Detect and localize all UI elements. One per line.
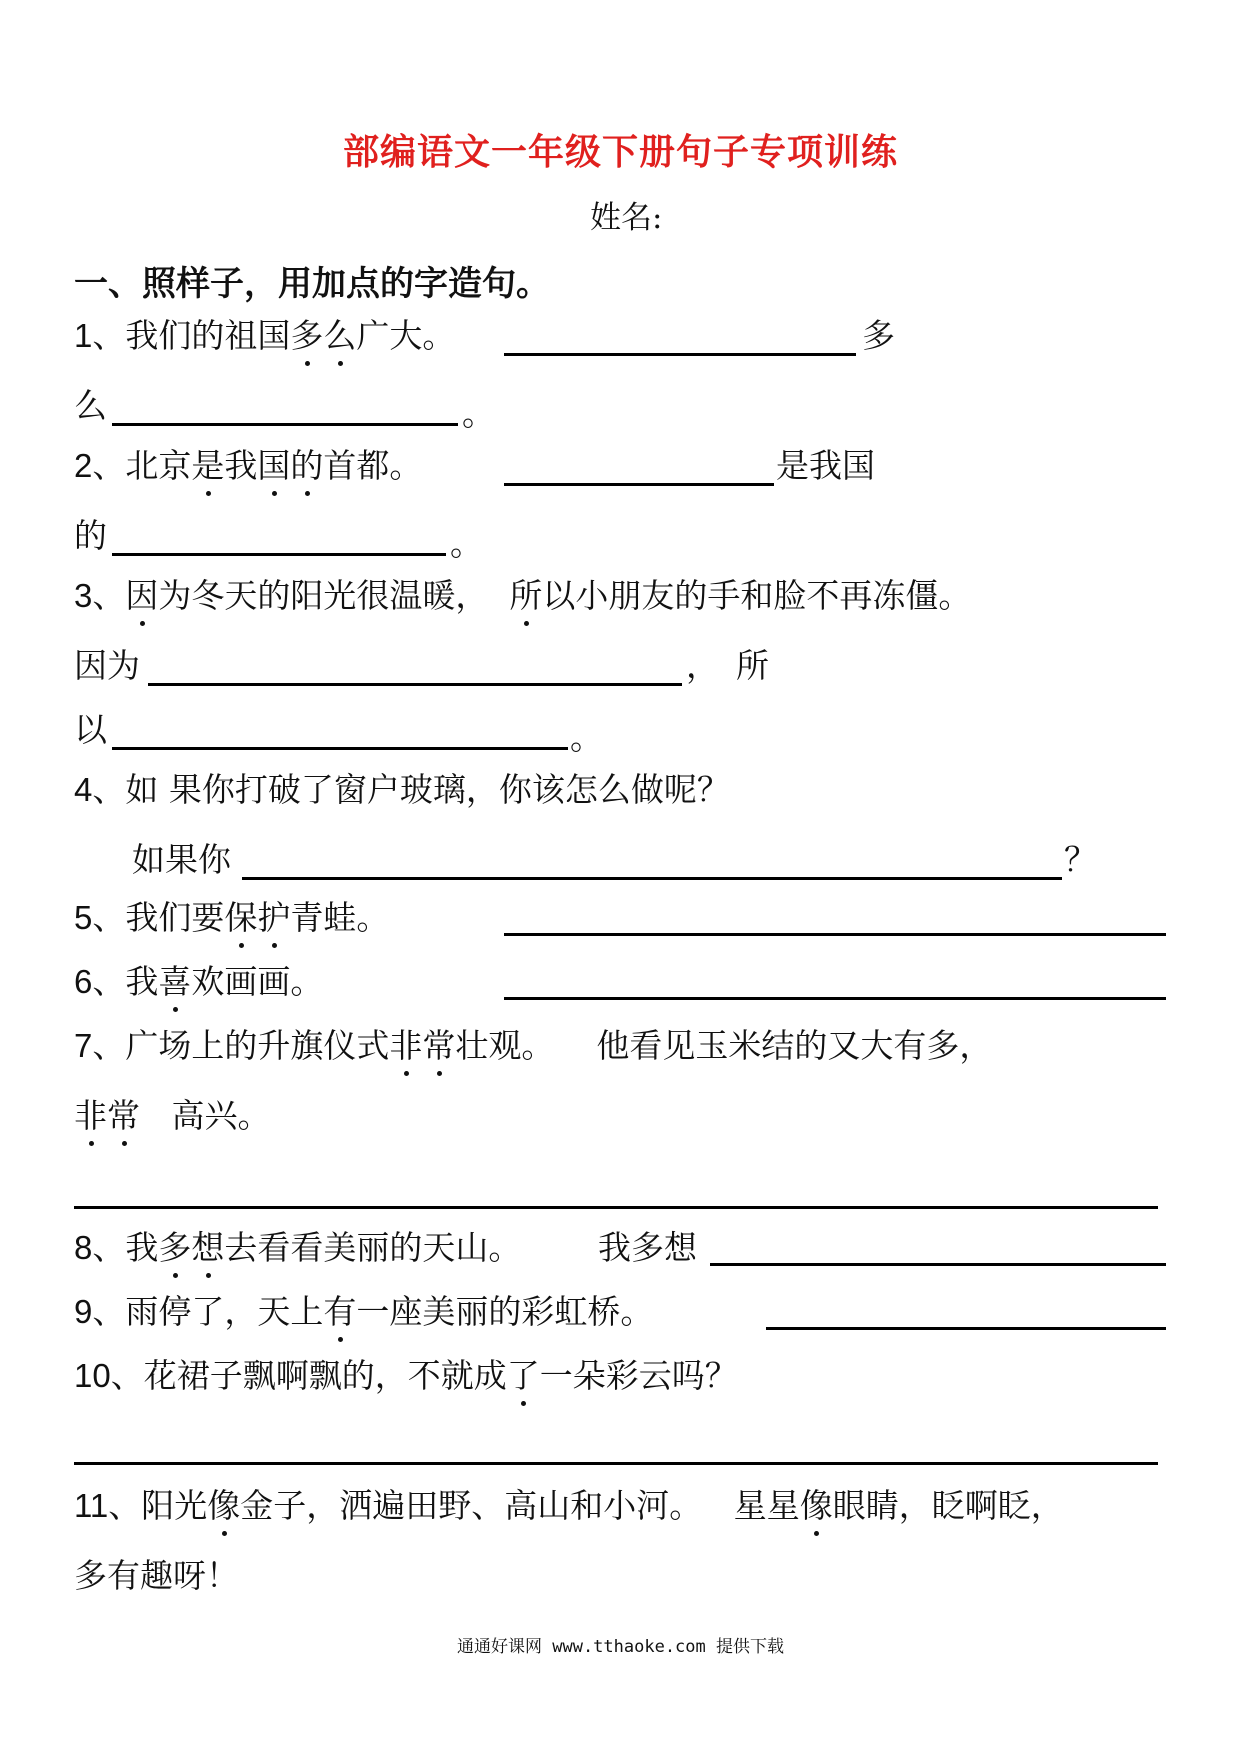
question-11: 11、阳光像金子，洒遍田野、高山和小河。 星星像眼睛，眨啊眨， [74,1484,1064,1528]
footer-source: 通通好课网 www.tthaoke.com 提供下载 [457,1637,784,1657]
q3-end: 。 [570,718,603,757]
name-label: 姓名: [590,200,663,236]
answer-blank-3b[interactable] [112,747,568,750]
answer-blank-10[interactable] [74,1462,1158,1465]
dotted-char: 像 [207,1484,240,1528]
dotted-char: 想 [191,1226,224,1270]
answer-blank-1b[interactable] [112,423,458,426]
answer-blank-7[interactable] [74,1206,1158,1209]
dotted-char: 喜 [158,960,191,1004]
question-2: 2、北京是我国的首都。 [74,444,422,488]
dotted-char: 么 [323,314,356,358]
q2-end: 。 [450,524,483,563]
question-11-line2: 多有趣呀！ [74,1556,239,1595]
q1-tail: 多 [862,316,895,355]
dotted-char: 是 [191,444,224,488]
dotted-char: 有 [323,1290,356,1334]
question-8: 8、我多想去看看美丽的天山。 [74,1226,521,1270]
answer-blank-4[interactable] [242,877,1062,880]
answer-blank-2a[interactable] [504,483,774,486]
dotted-char: 的 [290,444,323,488]
question-7: 7、广场上的升旗仪式非常壮观。 他看见玉米结的又大有多， [74,1024,992,1068]
answer-blank-3a[interactable] [148,683,682,686]
dotted-char: 国 [257,444,290,488]
q4-end: ？ [1064,840,1097,879]
answer-blank-1a[interactable] [504,353,856,356]
q1-end: 。 [462,394,495,433]
answer-blank-8[interactable] [710,1263,1166,1266]
dotted-char: 非 [389,1024,422,1068]
dotted-char: 保 [224,896,257,940]
q3-prompt-2: 所 [736,646,769,685]
question-3: 3、因为冬天的阳光很温暖， 所以小朋友的手和脸不再冻僵。 [74,574,971,618]
question-4: 4、如 果你打破了窗户玻璃，你该怎么做呢？ [74,770,730,809]
dotted-char: 所 [509,574,542,618]
q4-prefix: 如果你 [132,840,231,879]
dotted-char: 多 [158,1226,191,1270]
dotted-char: 常 [107,1094,140,1138]
question-5: 5、我们要保护青蛙。 [74,896,389,940]
q2-tail2: 的 [74,516,107,555]
q3-comma: ， [686,646,719,685]
dotted-char: 护 [257,896,290,940]
answer-blank-6[interactable] [504,997,1166,1000]
answer-blank-9[interactable] [766,1327,1166,1330]
answer-blank-5[interactable] [504,933,1166,936]
q1-tail2: 么 [74,386,107,425]
question-10: 10、花裙子飘啊飘的，不就成了一朵彩云吗？ [74,1354,738,1398]
q3-prompt-1: 因为 [74,646,140,685]
dotted-char: 像 [800,1484,833,1528]
dotted-char: 多 [290,314,323,358]
dotted-char: 因 [125,574,158,618]
q3-prompt-3: 以 [74,710,107,749]
question-1: 1、我们的祖国多么广大。 [74,314,455,358]
dotted-char: 了 [507,1354,540,1398]
question-7-line2: 非常 高兴。 [74,1094,270,1138]
answer-blank-2b[interactable] [112,553,446,556]
q8-tail: 我多想 [598,1228,697,1267]
page-title: 部编语文一年级下册句子专项训练 [342,132,898,173]
dotted-char: 常 [422,1024,455,1068]
question-6: 6、我喜欢画画。 [74,960,323,1004]
section-heading: 一、照样子，用加点的字造句。 [74,264,550,304]
question-9: 9、雨停了，天上有一座美丽的彩虹桥。 [74,1290,653,1334]
dotted-char: 非 [74,1094,107,1138]
q2-tail: 是我国 [776,446,875,485]
